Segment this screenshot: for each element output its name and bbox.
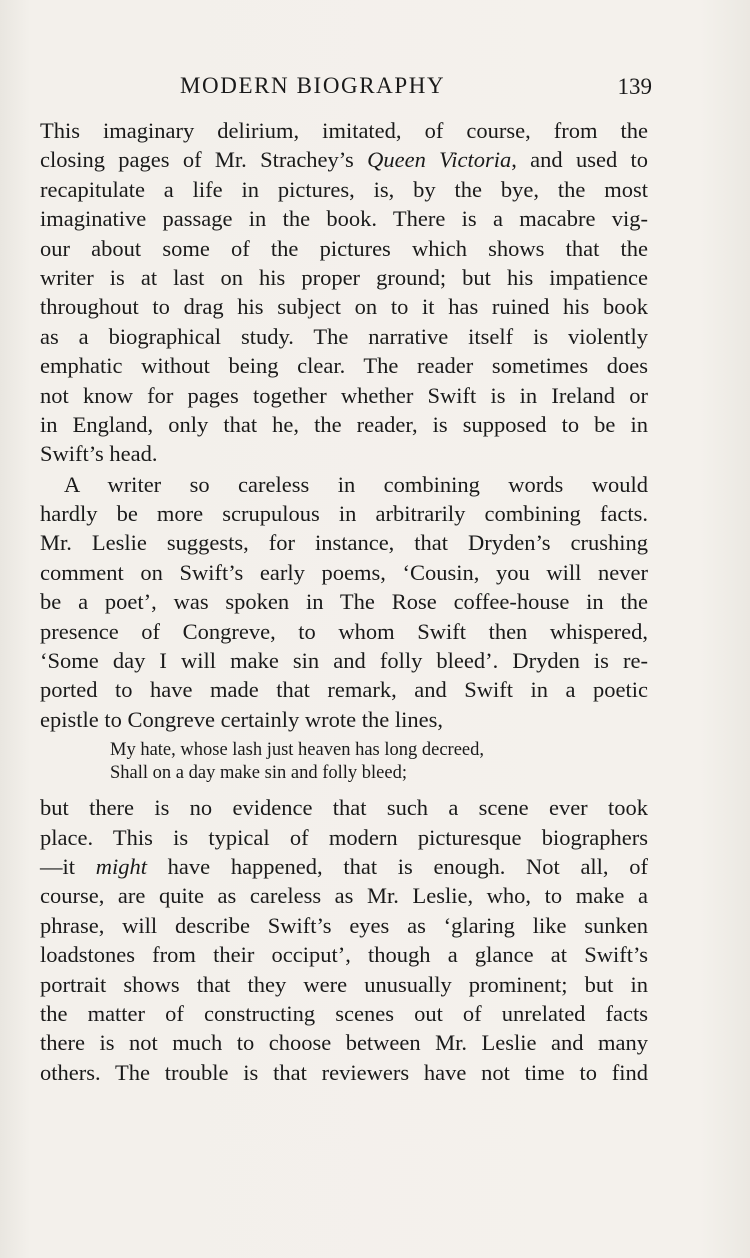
text-line: imaginative passage in the book. There is a macabre vig- bbox=[40, 206, 648, 232]
page-header bbox=[40, 70, 652, 106]
quote-line: Shall on a day make sin and folly bleed; bbox=[110, 763, 407, 784]
text-line: hardly be more scrupulous in arbitrarily combining facts. bbox=[40, 501, 648, 527]
text-line: comment on Swift’s early poems, ‘Cousin, you will never bbox=[40, 559, 648, 585]
text-line: in England, only that he, the reader, is supposed to be in bbox=[40, 411, 648, 437]
text-line: throughout to drag his subject on to it has ruined his book bbox=[40, 294, 648, 320]
text-line: writer is at last on his proper ground; but his impatience bbox=[40, 264, 648, 290]
text-line: recapitulate a life in pictures, is, by the bye, the most bbox=[40, 176, 648, 202]
page-number: 139 bbox=[617, 74, 652, 99]
text-line: closing pages of Mr. Strachey’s Queen Victoria, and used to bbox=[40, 147, 649, 173]
text-line: emphatic without being clear. The reader sometimes does bbox=[40, 353, 648, 379]
text-line: place. This is typical of modern picturesque biographers bbox=[40, 824, 648, 850]
text-line: portrait shows that they were unusually prominent; but in bbox=[40, 971, 648, 997]
text-line: A writer so careless in combining words would bbox=[64, 471, 648, 497]
quote-line: My hate, whose lash just heaven has long decreed, bbox=[110, 740, 485, 761]
book-title: Queen Victoria bbox=[367, 147, 512, 173]
text-line: phrase, will describe Swift’s eyes as ‘glaring like sunken bbox=[40, 912, 648, 938]
text-line: not know for pages together whether Swift is in Ireland or bbox=[40, 382, 648, 408]
text-line: as a biographical study. The narrative itself is violently bbox=[40, 323, 648, 349]
paragraph-2 bbox=[40, 470, 648, 735]
text-line: ported to have made that remark, and Swift in a poetic bbox=[40, 677, 648, 703]
text-line: be a poet’, was spoken in The Rose coffee-house in the bbox=[40, 589, 648, 615]
text-line: —it might have happened, that is enough. Not all, of bbox=[40, 853, 648, 879]
text-line: Swift’s head. bbox=[40, 441, 158, 467]
text-line: epistle to Congreve certainly wrote the lines, bbox=[40, 706, 444, 732]
text-line: but there is no evidence that such a scene ever took bbox=[40, 795, 648, 821]
text-line: ‘Some day I will make sin and folly bleed’. Dryden is re- bbox=[40, 648, 648, 674]
text-line: there is not much to choose between Mr. Leslie and many bbox=[40, 1030, 648, 1056]
text-line: our about some of the pictures which shows that the bbox=[40, 235, 648, 261]
text-line: Mr. Leslie suggests, for instance, that Dryden’s crushing bbox=[40, 530, 648, 556]
text-line: the matter of constructing scenes out of unrelated facts bbox=[40, 1000, 648, 1026]
verse-quotation bbox=[110, 739, 648, 785]
emphasis: might bbox=[95, 853, 147, 879]
paragraph-1 bbox=[40, 116, 648, 469]
text-line: This imaginary delirium, imitated, of course, from the bbox=[40, 118, 648, 143]
text-line: loadstones from their occiput’, though a glance at Swift’s bbox=[40, 942, 648, 968]
text-line: presence of Congreve, to whom Swift then whispered, bbox=[40, 618, 648, 644]
paragraph-3 bbox=[40, 793, 648, 1087]
running-title: MODERN BIOGRAPHY bbox=[180, 73, 446, 98]
text-line: others. The trouble is that reviewers have not time to find bbox=[40, 1059, 648, 1085]
body-text bbox=[40, 116, 648, 1087]
text-line: course, are quite as careless as Mr. Leslie, who, to make a bbox=[40, 883, 648, 909]
